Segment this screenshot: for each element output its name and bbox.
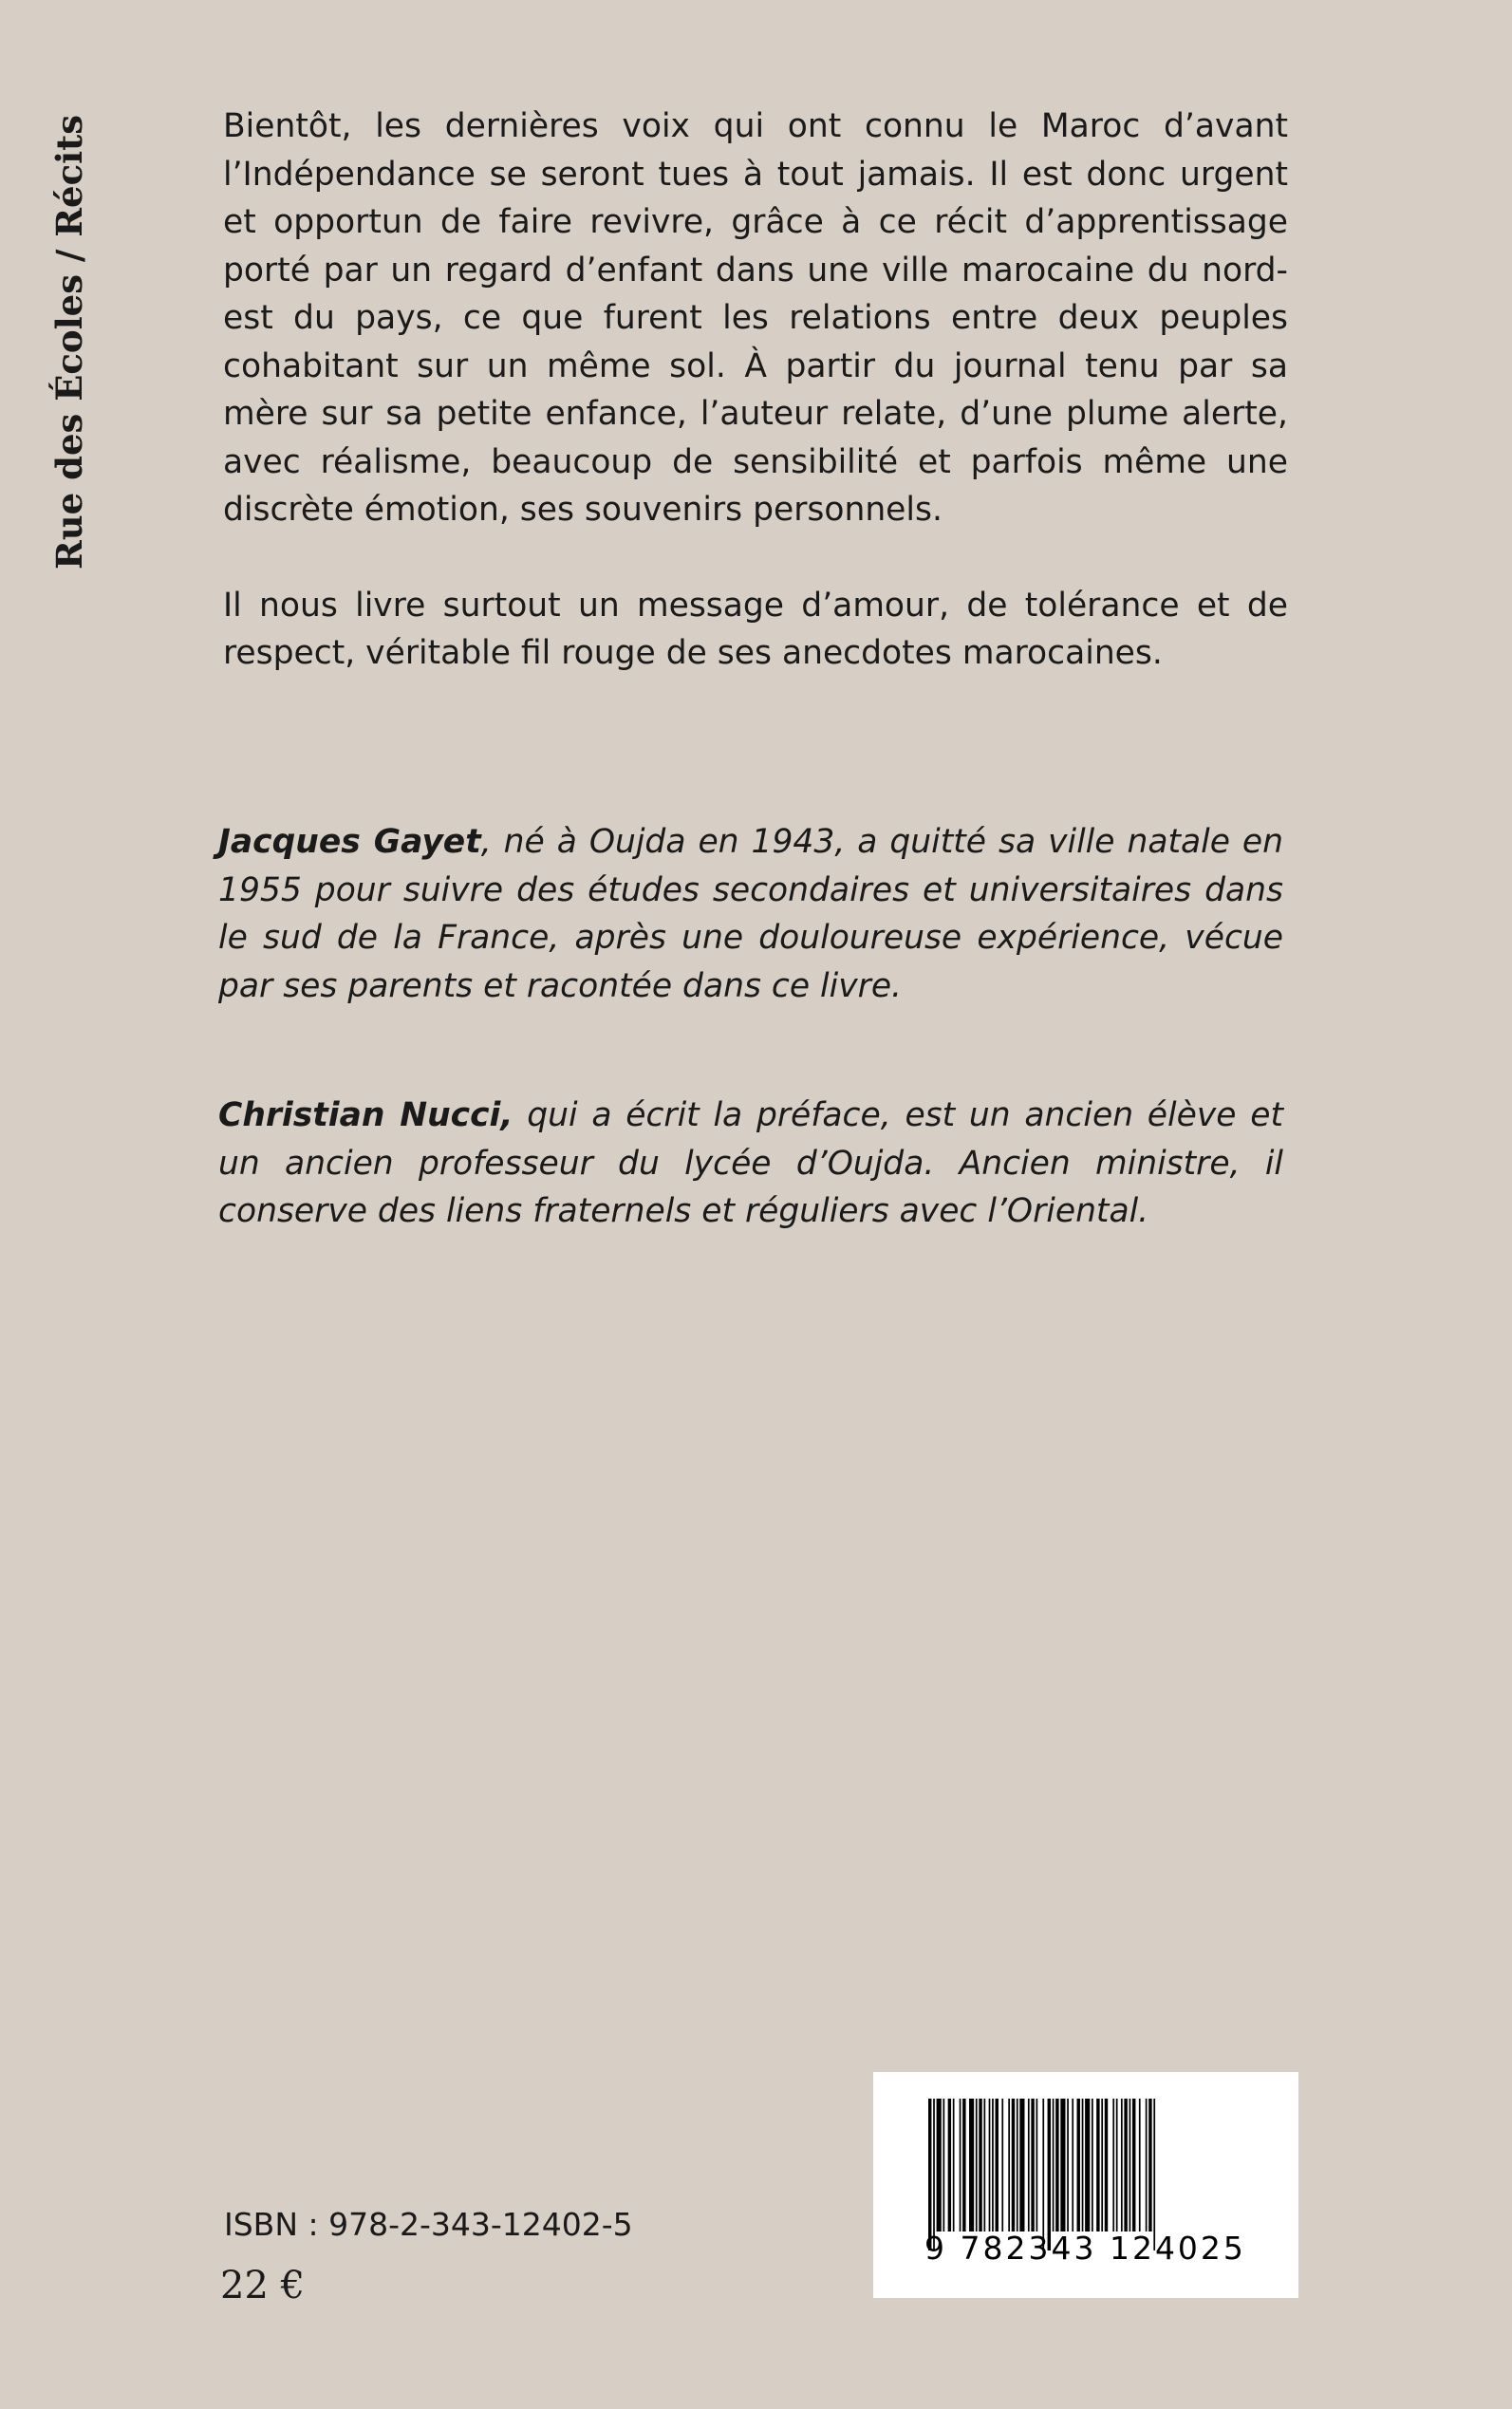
blurb-paragraph-2: Il nous livre surtout un message d’amour, de tolérance et de respect, véritable fil rouge de ses anecdotes marocaines. (223, 586, 1288, 672)
barcode-bar (969, 2099, 974, 2232)
barcode-bar (943, 2099, 944, 2232)
barcode-bar (1031, 2099, 1034, 2232)
barcode-bar (976, 2099, 978, 2232)
barcode-bar (1017, 2099, 1018, 2232)
barcode-bar (1105, 2099, 1108, 2232)
barcode-digits: 9 782343 124025 (924, 2230, 1246, 2267)
blurb (223, 103, 1288, 725)
barcode-bar (1053, 2099, 1055, 2232)
barcode-bar (992, 2099, 994, 2232)
barcode-bar (989, 2099, 991, 2232)
barcode-bar (1028, 2099, 1030, 2232)
barcode-bar (928, 2099, 931, 2250)
barcode-bar (1067, 2099, 1069, 2232)
preface-bio (218, 1092, 1283, 1236)
spine-title: Rue des Écoles / Récits (48, 114, 90, 570)
barcode-bar (1129, 2099, 1131, 2232)
barcode-bar (933, 2099, 935, 2250)
barcode-bar (1124, 2099, 1127, 2232)
barcode-bar (1112, 2099, 1114, 2232)
barcode-bar (948, 2099, 951, 2232)
barcode-bar (1153, 2099, 1155, 2250)
price-label: 22 € (220, 2264, 306, 2307)
barcode-bar (1042, 2099, 1044, 2250)
barcode-bar (1121, 2099, 1123, 2232)
barcode-bar (1116, 2099, 1118, 2232)
barcode-bar (1092, 2099, 1093, 2232)
preface-author-name: Christian Nucci, (218, 1096, 513, 1134)
barcode-bar (1036, 2099, 1038, 2232)
barcode-bar (1101, 2099, 1103, 2232)
barcode-bar (1096, 2099, 1099, 2232)
barcode-bar (1132, 2099, 1135, 2232)
barcode-bar (1048, 2099, 1051, 2250)
barcode-bar (960, 2099, 961, 2232)
barcode-bar (1082, 2099, 1084, 2232)
barcode-bar (983, 2099, 985, 2232)
barcode-bar (1072, 2099, 1073, 2232)
barcode-bar (1146, 2099, 1148, 2232)
barcode-bar (1077, 2099, 1080, 2232)
barcode-bar (1139, 2099, 1141, 2232)
barcode-bar (1055, 2099, 1058, 2232)
barcode-bar (1148, 2099, 1151, 2232)
author-name: Jacques Gayet (218, 823, 481, 861)
isbn-label: ISBN : 978-2-343-12402-5 (224, 2206, 633, 2243)
preface-bio-text: qui a écrit la préface, est un ancien élève et un ancien professeur du lycée d’Oujda. Ancien ministre, il conserve des liens fraternels et réguliers avec l’Oriental. (218, 1096, 1283, 1230)
barcode-bar (1001, 2099, 1003, 2232)
barcode-bars-graphic (928, 2099, 1234, 2250)
barcode-bar (953, 2099, 955, 2232)
author-bio (218, 818, 1283, 1010)
barcode-bar (962, 2099, 965, 2232)
author-bio-text: , né à Oujda en 1943, a quitté sa ville natale en 1955 pour suivre des études secondaires et universitaires dans le sud de la France, après une douloureuse expérience, vécue par ses parents et racontée dans ce livre. (218, 823, 1284, 1005)
barcode (873, 2072, 1298, 2298)
barcode-bar (1019, 2099, 1024, 2232)
barcode-bar (996, 2099, 999, 2232)
barcode-bar (979, 2099, 981, 2232)
barcode-bar (937, 2099, 942, 2232)
barcode-bar (1085, 2099, 1090, 2232)
barcode-bar (1008, 2099, 1010, 2232)
blurb-paragraph-1: Bientôt, les dernières voix qui ont connu le Maroc d’avant l’Indépendance se seront tues à tout jamais. Il est donc urgent et opportun de faire revivre, grâce à ce récit d’apprentissage porté par un regard d’enfant dans une ville marocaine du nord-est du pays, ce que furent les relations entre deux peuples cohabitant sur un même sol. À partir du journal tenu par sa mère sur sa petite enfance, l’auteur relate, d’une plume alerte, avec réalisme, beaucoup de sensibilité et parfois même une discrète émotion, ses souvenirs personnels. (223, 107, 1288, 529)
barcode-bar (1060, 2099, 1065, 2232)
barcode-bar (1012, 2099, 1015, 2232)
